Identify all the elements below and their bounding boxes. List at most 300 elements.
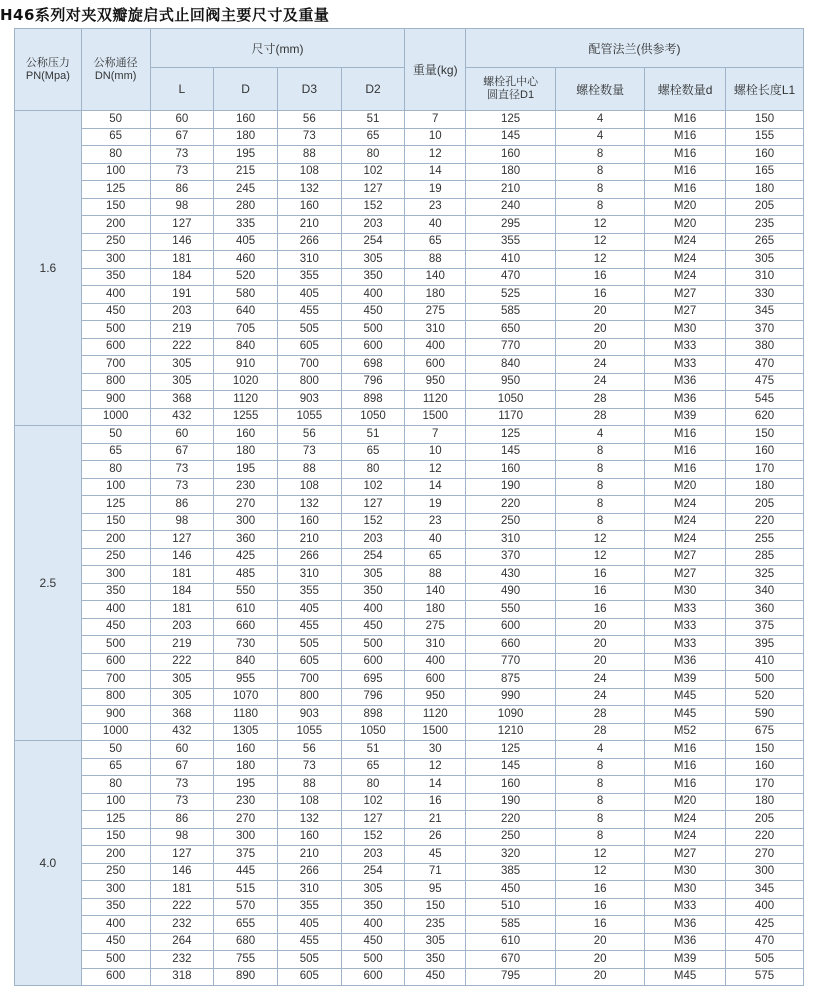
cell-bolt-length: 345 <box>726 303 804 321</box>
cell-bolt-quantity: 4 <box>556 128 645 146</box>
cell-d2: 102 <box>341 793 405 811</box>
table-row <box>15 776 804 794</box>
cell-l: 67 <box>150 758 214 776</box>
cell-weight: 45 <box>405 846 466 864</box>
cell-bolt-length: 270 <box>726 846 804 864</box>
cell-bolt-circle-d1: 410 <box>466 251 556 269</box>
cell-bolt-circle-d1: 210 <box>466 181 556 199</box>
cell-d2: 203 <box>341 531 405 549</box>
cell-bolt-length: 675 <box>726 723 804 741</box>
cell-weight: 21 <box>405 811 466 829</box>
cell-bolt-length: 265 <box>726 233 804 251</box>
cell-weight: 305 <box>405 933 466 951</box>
cell-d3: 56 <box>277 111 341 129</box>
cell-dn: 50 <box>81 741 150 759</box>
cell-bolt-quantity: 8 <box>556 163 645 181</box>
cell-bolt-quantity: 8 <box>556 443 645 461</box>
cell-bolt-circle-d1: 125 <box>466 111 556 129</box>
cell-d: 580 <box>214 286 278 304</box>
cell-d3: 132 <box>277 811 341 829</box>
cell-d2: 127 <box>341 496 405 514</box>
cell-dn: 150 <box>81 198 150 216</box>
cell-bolt-circle-d1: 510 <box>466 898 556 916</box>
cell-d2: 698 <box>341 356 405 374</box>
cell-d: 550 <box>214 583 278 601</box>
cell-weight: 12 <box>405 758 466 776</box>
cell-bolt-size: M30 <box>645 583 726 601</box>
cell-weight: 7 <box>405 426 466 444</box>
cell-weight: 140 <box>405 583 466 601</box>
cell-bolt-circle-d1: 160 <box>466 146 556 164</box>
table-row <box>15 636 804 654</box>
cell-d: 300 <box>214 513 278 531</box>
cell-d2: 450 <box>341 303 405 321</box>
cell-d: 485 <box>214 566 278 584</box>
table-row <box>15 478 804 496</box>
cell-d3: 605 <box>277 653 341 671</box>
cell-weight: 12 <box>405 146 466 164</box>
cell-bolt-length: 255 <box>726 531 804 549</box>
table-row <box>15 583 804 601</box>
table-row <box>15 128 804 146</box>
cell-d3: 210 <box>277 216 341 234</box>
cell-d3: 455 <box>277 303 341 321</box>
cell-weight: 88 <box>405 566 466 584</box>
cell-bolt-length: 150 <box>726 741 804 759</box>
cell-bolt-quantity: 28 <box>556 408 645 426</box>
cell-l: 73 <box>150 461 214 479</box>
cell-bolt-circle-d1: 490 <box>466 583 556 601</box>
cell-d: 1255 <box>214 408 278 426</box>
cell-bolt-size: M36 <box>645 391 726 409</box>
cell-bolt-size: M45 <box>645 706 726 724</box>
cell-bolt-quantity: 8 <box>556 811 645 829</box>
cell-bolt-circle-d1: 180 <box>466 163 556 181</box>
cell-bolt-size: M16 <box>645 741 726 759</box>
table-row <box>15 898 804 916</box>
header-bolt-quantity: 螺栓数量 <box>556 68 645 111</box>
cell-bolt-size: M39 <box>645 951 726 969</box>
header-bolt-length: 螺栓长度L1 <box>726 68 804 111</box>
cell-bolt-circle-d1: 1050 <box>466 391 556 409</box>
cell-bolt-circle-d1: 990 <box>466 688 556 706</box>
cell-bolt-circle-d1: 840 <box>466 356 556 374</box>
table-row <box>15 968 804 986</box>
cell-dn: 80 <box>81 146 150 164</box>
cell-d3: 266 <box>277 233 341 251</box>
cell-dn: 300 <box>81 251 150 269</box>
cell-bolt-circle-d1: 770 <box>466 338 556 356</box>
cell-bolt-size: M33 <box>645 618 726 636</box>
cell-bolt-length: 375 <box>726 618 804 636</box>
table-row <box>15 916 804 934</box>
cell-bolt-quantity: 8 <box>556 758 645 776</box>
cell-bolt-quantity: 8 <box>556 198 645 216</box>
cell-d3: 108 <box>277 478 341 496</box>
cell-d: 215 <box>214 163 278 181</box>
cell-l: 232 <box>150 951 214 969</box>
cell-l: 127 <box>150 531 214 549</box>
cell-d: 570 <box>214 898 278 916</box>
cell-bolt-size: M16 <box>645 163 726 181</box>
cell-bolt-size: M36 <box>645 916 726 934</box>
cell-bolt-circle-d1: 125 <box>466 426 556 444</box>
cell-bolt-quantity: 24 <box>556 356 645 374</box>
cell-d: 360 <box>214 531 278 549</box>
cell-d2: 254 <box>341 863 405 881</box>
cell-d: 1180 <box>214 706 278 724</box>
cell-d3: 266 <box>277 548 341 566</box>
cell-d3: 160 <box>277 828 341 846</box>
cell-bolt-quantity: 16 <box>556 566 645 584</box>
cell-bolt-size: M45 <box>645 968 726 986</box>
cell-bolt-length: 470 <box>726 933 804 951</box>
cell-bolt-size: M30 <box>645 321 726 339</box>
cell-bolt-size: M24 <box>645 828 726 846</box>
cell-dn: 125 <box>81 181 150 199</box>
cell-d: 640 <box>214 303 278 321</box>
cell-bolt-length: 425 <box>726 916 804 934</box>
cell-dn: 1000 <box>81 408 150 426</box>
cell-bolt-quantity: 20 <box>556 951 645 969</box>
cell-d: 160 <box>214 111 278 129</box>
cell-bolt-length: 340 <box>726 583 804 601</box>
cell-d3: 160 <box>277 198 341 216</box>
cell-d2: 400 <box>341 601 405 619</box>
cell-bolt-circle-d1: 1170 <box>466 408 556 426</box>
cell-d: 160 <box>214 426 278 444</box>
cell-d3: 700 <box>277 356 341 374</box>
header-flange: 配管法兰(供参考) <box>466 29 804 68</box>
cell-d: 755 <box>214 951 278 969</box>
cell-d: 730 <box>214 636 278 654</box>
cell-d3: 88 <box>277 461 341 479</box>
table-row <box>15 531 804 549</box>
cell-dn: 250 <box>81 233 150 251</box>
cell-d: 705 <box>214 321 278 339</box>
cell-d2: 600 <box>341 653 405 671</box>
cell-d: 195 <box>214 461 278 479</box>
cell-bolt-size: M20 <box>645 478 726 496</box>
table-row <box>15 881 804 899</box>
cell-bolt-size: M24 <box>645 233 726 251</box>
cell-bolt-size: M36 <box>645 653 726 671</box>
cell-d2: 600 <box>341 968 405 986</box>
cell-bolt-quantity: 12 <box>556 216 645 234</box>
table-body <box>15 111 804 986</box>
cell-d: 655 <box>214 916 278 934</box>
cell-l: 181 <box>150 881 214 899</box>
cell-weight: 180 <box>405 286 466 304</box>
cell-bolt-circle-d1: 770 <box>466 653 556 671</box>
cell-bolt-length: 380 <box>726 338 804 356</box>
cell-dn: 350 <box>81 268 150 286</box>
table-row <box>15 461 804 479</box>
cell-weight: 30 <box>405 741 466 759</box>
cell-weight: 23 <box>405 513 466 531</box>
cell-d3: 88 <box>277 776 341 794</box>
cell-bolt-length: 220 <box>726 513 804 531</box>
cell-l: 86 <box>150 811 214 829</box>
cell-bolt-size: M33 <box>645 338 726 356</box>
cell-bolt-size: M45 <box>645 688 726 706</box>
cell-d3: 73 <box>277 443 341 461</box>
cell-bolt-circle-d1: 295 <box>466 216 556 234</box>
cell-bolt-size: M30 <box>645 881 726 899</box>
cell-bolt-size: M16 <box>645 146 726 164</box>
cell-d3: 903 <box>277 391 341 409</box>
cell-d2: 400 <box>341 286 405 304</box>
cell-weight: 400 <box>405 653 466 671</box>
table-row <box>15 863 804 881</box>
cell-dn: 300 <box>81 566 150 584</box>
cell-weight: 350 <box>405 951 466 969</box>
cell-weight: 1500 <box>405 723 466 741</box>
cell-bolt-size: M36 <box>645 933 726 951</box>
header-weight: 重量(kg) <box>405 29 466 111</box>
cell-bolt-circle-d1: 470 <box>466 268 556 286</box>
cell-bolt-quantity: 16 <box>556 268 645 286</box>
cell-l: 73 <box>150 776 214 794</box>
cell-bolt-quantity: 20 <box>556 933 645 951</box>
cell-weight: 140 <box>405 268 466 286</box>
cell-d2: 203 <box>341 216 405 234</box>
cell-d2: 898 <box>341 706 405 724</box>
cell-dn: 150 <box>81 513 150 531</box>
cell-dn: 150 <box>81 828 150 846</box>
cell-bolt-length: 360 <box>726 601 804 619</box>
cell-bolt-circle-d1: 145 <box>466 758 556 776</box>
cell-l: 184 <box>150 583 214 601</box>
cell-dn: 250 <box>81 548 150 566</box>
cell-dn: 450 <box>81 933 150 951</box>
cell-bolt-circle-d1: 600 <box>466 618 556 636</box>
cell-weight: 180 <box>405 601 466 619</box>
cell-l: 60 <box>150 741 214 759</box>
header-d3: D3 <box>277 68 341 111</box>
cell-bolt-length: 470 <box>726 356 804 374</box>
cell-weight: 600 <box>405 356 466 374</box>
header-dn: 公称通径 DN(mm) <box>81 29 150 111</box>
cell-d: 910 <box>214 356 278 374</box>
cell-bolt-size: M52 <box>645 723 726 741</box>
cell-l: 318 <box>150 968 214 986</box>
cell-l: 86 <box>150 496 214 514</box>
cell-bolt-circle-d1: 585 <box>466 916 556 934</box>
cell-bolt-size: M16 <box>645 443 726 461</box>
table-row <box>15 373 804 391</box>
cell-d3: 56 <box>277 741 341 759</box>
cell-d2: 796 <box>341 373 405 391</box>
cell-d: 335 <box>214 216 278 234</box>
table-row <box>15 251 804 269</box>
table-row <box>15 233 804 251</box>
cell-bolt-size: M20 <box>645 216 726 234</box>
cell-d2: 51 <box>341 426 405 444</box>
cell-bolt-length: 180 <box>726 793 804 811</box>
cell-l: 146 <box>150 863 214 881</box>
table-row <box>15 146 804 164</box>
cell-bolt-size: M16 <box>645 461 726 479</box>
cell-bolt-size: M27 <box>645 548 726 566</box>
cell-d: 195 <box>214 146 278 164</box>
cell-bolt-length: 160 <box>726 443 804 461</box>
cell-bolt-quantity: 20 <box>556 618 645 636</box>
table-row <box>15 268 804 286</box>
cell-d2: 305 <box>341 566 405 584</box>
cell-d: 180 <box>214 128 278 146</box>
cell-l: 60 <box>150 111 214 129</box>
cell-d2: 80 <box>341 776 405 794</box>
cell-d3: 1055 <box>277 723 341 741</box>
cell-bolt-length: 160 <box>726 146 804 164</box>
table-row <box>15 671 804 689</box>
cell-d3: 310 <box>277 881 341 899</box>
cell-d2: 102 <box>341 163 405 181</box>
cell-weight: 400 <box>405 338 466 356</box>
cell-d3: 505 <box>277 321 341 339</box>
cell-weight: 65 <box>405 548 466 566</box>
cell-bolt-size: M24 <box>645 251 726 269</box>
cell-d2: 500 <box>341 636 405 654</box>
cell-d2: 600 <box>341 338 405 356</box>
cell-d3: 310 <box>277 251 341 269</box>
cell-weight: 1500 <box>405 408 466 426</box>
table-row <box>15 286 804 304</box>
cell-bolt-quantity: 4 <box>556 426 645 444</box>
cell-d: 460 <box>214 251 278 269</box>
table-row <box>15 163 804 181</box>
cell-d2: 80 <box>341 146 405 164</box>
cell-bolt-circle-d1: 370 <box>466 548 556 566</box>
table-row <box>15 706 804 724</box>
cell-weight: 235 <box>405 916 466 934</box>
table-row <box>15 951 804 969</box>
cell-dn: 250 <box>81 863 150 881</box>
cell-l: 146 <box>150 233 214 251</box>
cell-bolt-length: 150 <box>726 111 804 129</box>
header-bolt-circle-d1: 螺栓孔中心 圆直径D1 <box>466 68 556 111</box>
cell-d: 230 <box>214 793 278 811</box>
cell-weight: 950 <box>405 688 466 706</box>
cell-d2: 203 <box>341 846 405 864</box>
cell-bolt-length: 345 <box>726 881 804 899</box>
cell-bolt-length: 400 <box>726 898 804 916</box>
table-row <box>15 496 804 514</box>
cell-bolt-size: M16 <box>645 776 726 794</box>
cell-d2: 450 <box>341 933 405 951</box>
cell-pn: 2.5 <box>15 426 82 741</box>
cell-weight: 14 <box>405 478 466 496</box>
cell-bolt-quantity: 4 <box>556 741 645 759</box>
cell-bolt-length: 155 <box>726 128 804 146</box>
cell-d2: 127 <box>341 811 405 829</box>
cell-d: 160 <box>214 741 278 759</box>
cell-bolt-length: 180 <box>726 478 804 496</box>
cell-bolt-circle-d1: 220 <box>466 811 556 829</box>
cell-d: 610 <box>214 601 278 619</box>
cell-d2: 65 <box>341 758 405 776</box>
cell-d: 270 <box>214 496 278 514</box>
cell-pn: 1.6 <box>15 111 82 426</box>
cell-l: 73 <box>150 163 214 181</box>
cell-l: 98 <box>150 198 214 216</box>
cell-bolt-length: 205 <box>726 811 804 829</box>
cell-d2: 898 <box>341 391 405 409</box>
table-row <box>15 548 804 566</box>
cell-d: 445 <box>214 863 278 881</box>
cell-bolt-quantity: 8 <box>556 776 645 794</box>
cell-weight: 150 <box>405 898 466 916</box>
cell-l: 203 <box>150 618 214 636</box>
cell-bolt-circle-d1: 650 <box>466 321 556 339</box>
cell-d: 890 <box>214 968 278 986</box>
cell-dn: 400 <box>81 286 150 304</box>
cell-l: 232 <box>150 916 214 934</box>
cell-d3: 108 <box>277 793 341 811</box>
cell-d2: 350 <box>341 583 405 601</box>
cell-bolt-length: 410 <box>726 653 804 671</box>
cell-dn: 125 <box>81 811 150 829</box>
cell-bolt-quantity: 8 <box>556 461 645 479</box>
header-dimensions: 尺寸(mm) <box>150 29 405 68</box>
table-row <box>15 653 804 671</box>
table-row <box>15 303 804 321</box>
cell-d: 520 <box>214 268 278 286</box>
cell-l: 181 <box>150 566 214 584</box>
cell-weight: 19 <box>405 496 466 514</box>
cell-d: 1070 <box>214 688 278 706</box>
cell-bolt-quantity: 4 <box>556 111 645 129</box>
cell-d3: 700 <box>277 671 341 689</box>
cell-bolt-size: M20 <box>645 198 726 216</box>
cell-dn: 600 <box>81 653 150 671</box>
table-row <box>15 426 804 444</box>
cell-bolt-circle-d1: 355 <box>466 233 556 251</box>
table-row <box>15 443 804 461</box>
cell-d: 405 <box>214 233 278 251</box>
cell-l: 73 <box>150 478 214 496</box>
cell-l: 60 <box>150 426 214 444</box>
cell-d2: 65 <box>341 443 405 461</box>
cell-d2: 500 <box>341 951 405 969</box>
cell-pn: 4.0 <box>15 741 82 986</box>
cell-l: 368 <box>150 706 214 724</box>
cell-bolt-size: M24 <box>645 531 726 549</box>
cell-l: 222 <box>150 898 214 916</box>
cell-d3: 605 <box>277 968 341 986</box>
cell-weight: 95 <box>405 881 466 899</box>
table-row <box>15 758 804 776</box>
cell-dn: 350 <box>81 583 150 601</box>
cell-dn: 500 <box>81 951 150 969</box>
cell-l: 203 <box>150 303 214 321</box>
cell-d2: 350 <box>341 268 405 286</box>
cell-d3: 455 <box>277 618 341 636</box>
header-d: D <box>214 68 278 111</box>
cell-bolt-length: 505 <box>726 951 804 969</box>
cell-bolt-size: M16 <box>645 181 726 199</box>
cell-l: 432 <box>150 723 214 741</box>
cell-dn: 125 <box>81 496 150 514</box>
cell-dn: 100 <box>81 163 150 181</box>
cell-bolt-length: 235 <box>726 216 804 234</box>
cell-d2: 350 <box>341 898 405 916</box>
cell-d3: 455 <box>277 933 341 951</box>
cell-l: 184 <box>150 268 214 286</box>
cell-d: 270 <box>214 811 278 829</box>
cell-d2: 695 <box>341 671 405 689</box>
